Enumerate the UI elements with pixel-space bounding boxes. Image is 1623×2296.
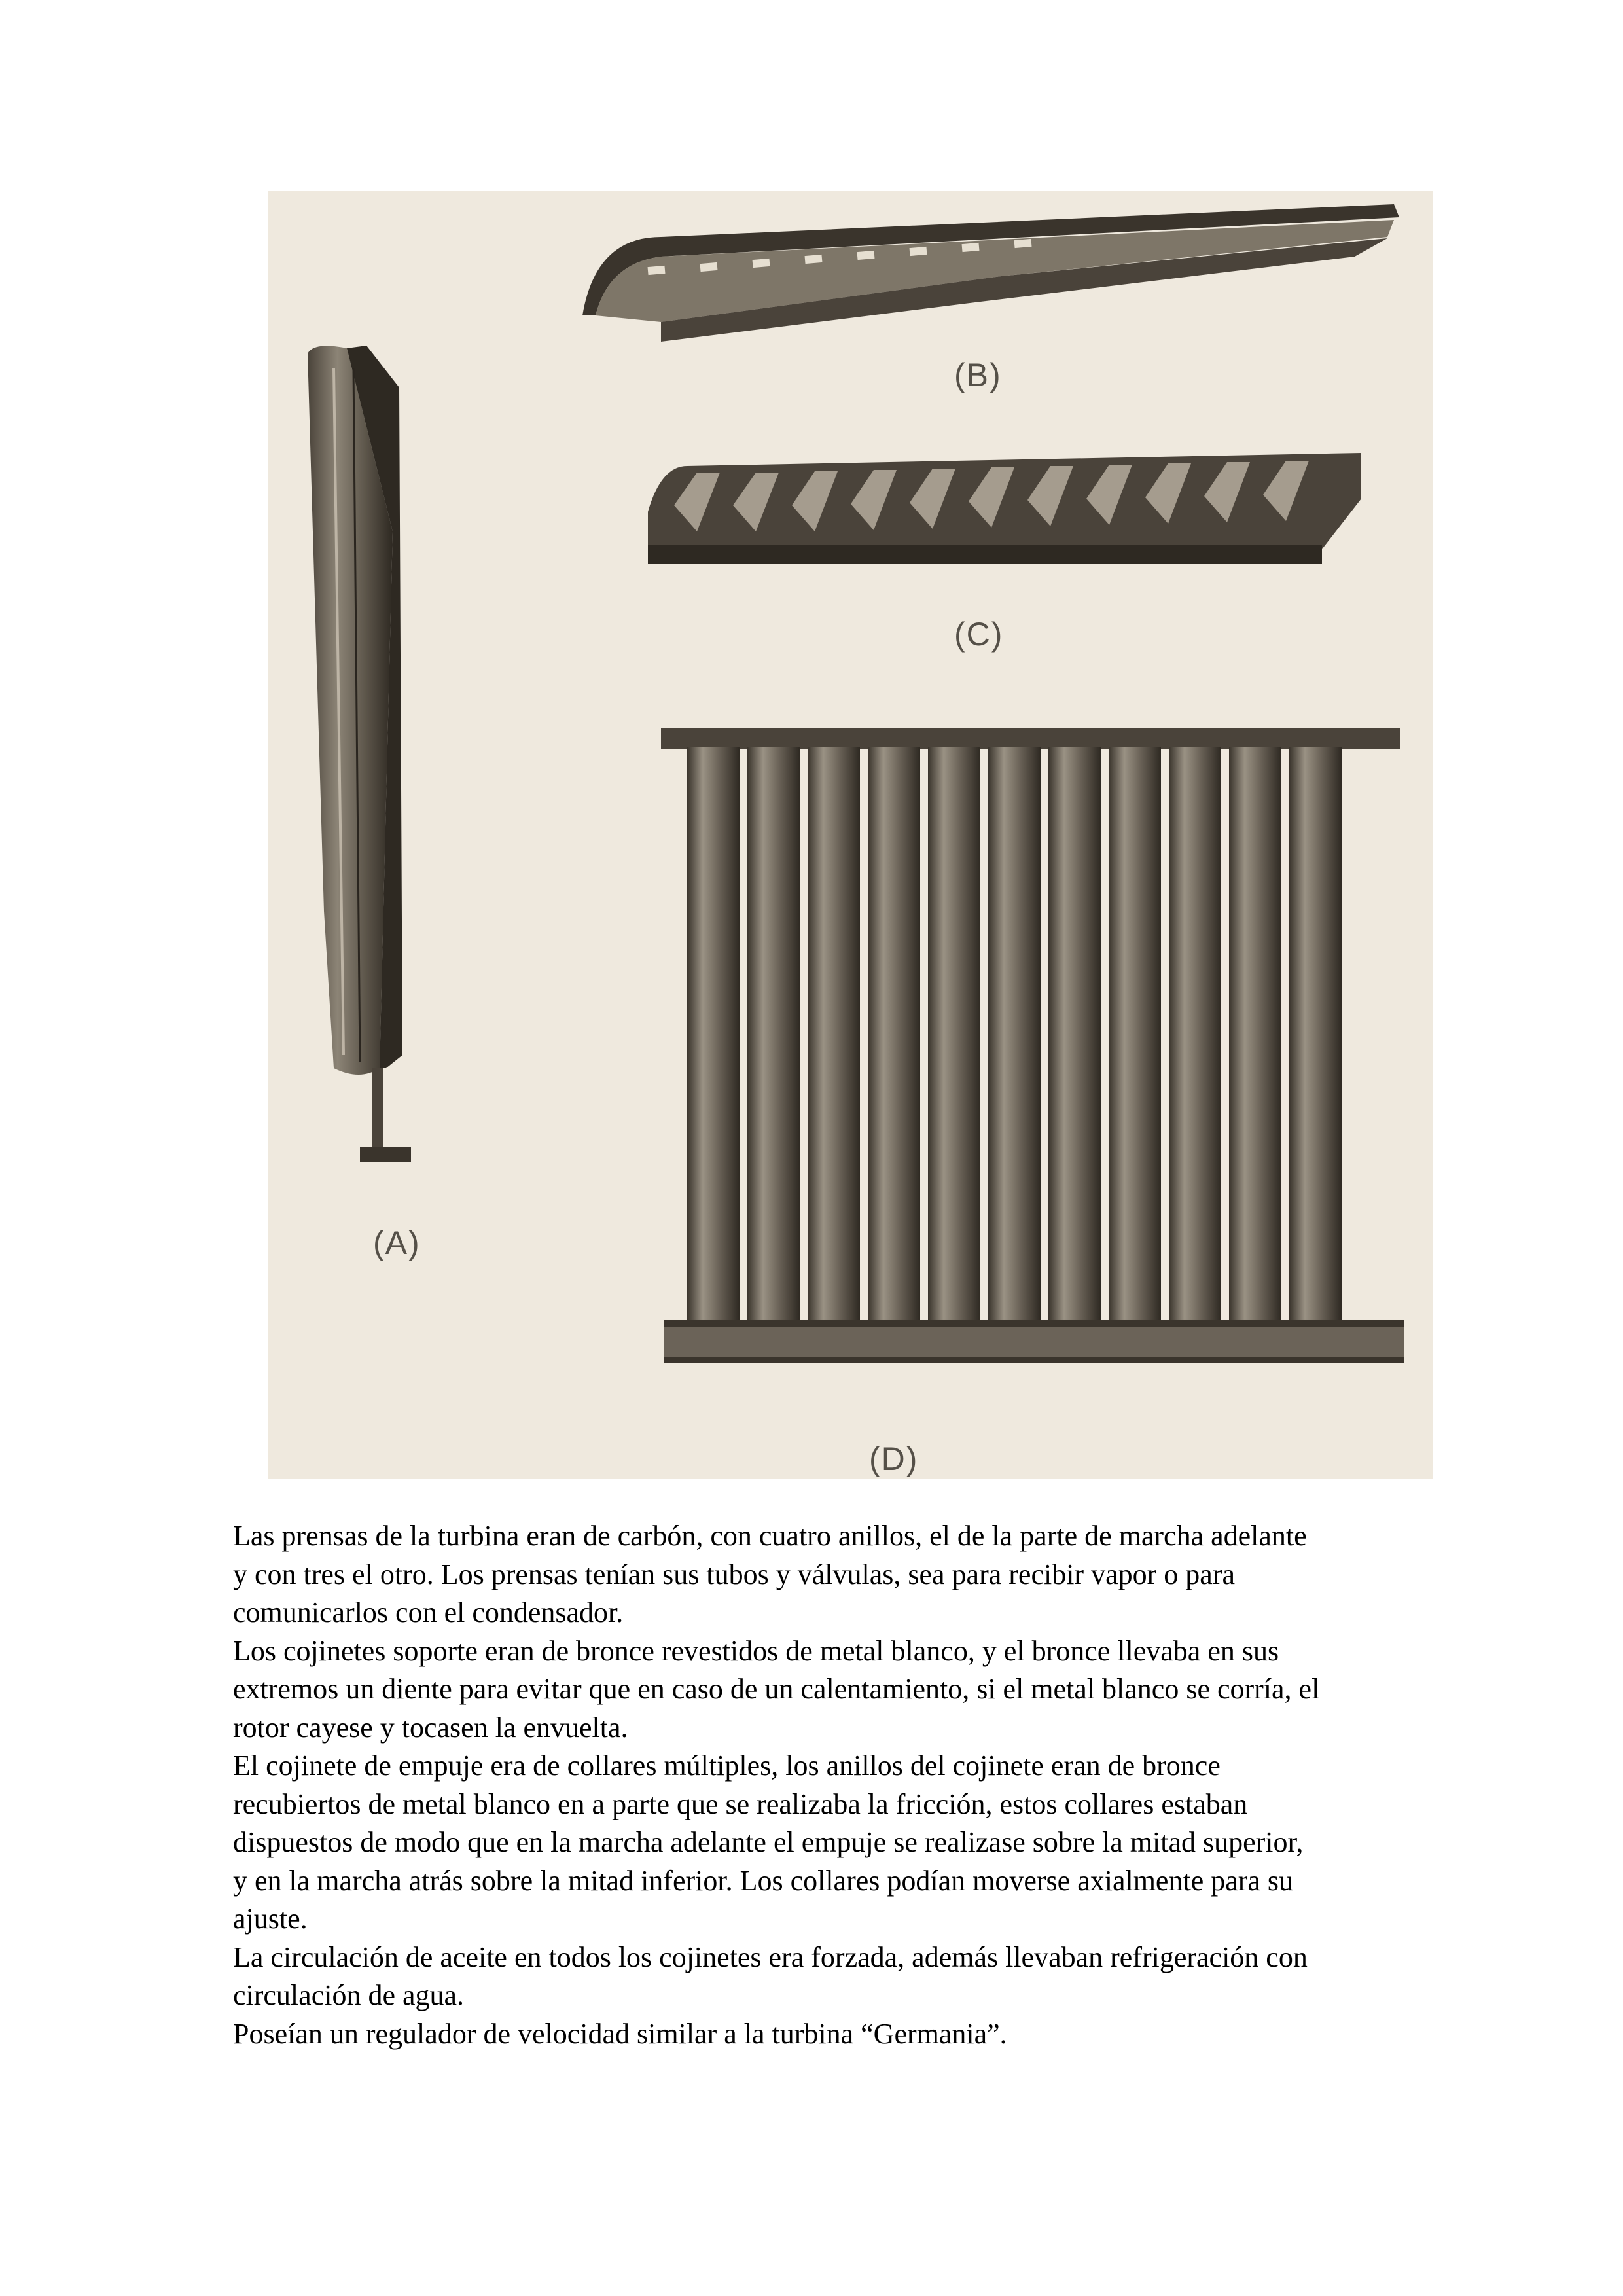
text-line: y en la marcha atrás sobre la mitad inferior. Los collares podían moverse axialmente para su (233, 1864, 1294, 1897)
figure-label-d: (D) (869, 1441, 919, 1477)
text-line: comunicarlos con el condensador. (233, 1596, 624, 1628)
text-line: ajuste. (233, 1903, 308, 1935)
text-line: Los cojinetes soporte eran de bronce revestidos de metal blanco, y el bronce llevaba en sus (233, 1634, 1279, 1667)
paragraph (233, 1632, 1476, 1748)
figure-label-b: (B) (954, 357, 1002, 393)
text-line: circulación de agua. (233, 1979, 465, 2011)
paragraph (233, 1517, 1476, 1632)
text-line: rotor cayese y tocasen la envuelta. (233, 1711, 628, 1744)
blade-a-drawing (308, 346, 411, 1162)
text-line: dispuestos de modo que en la marcha adelante el empuje se realizase sobre la mitad superior, (233, 1826, 1304, 1858)
segment-c-drawing (648, 453, 1361, 564)
text-line: recubiertos de metal blanco en a parte que se realizaba la fricción, estos collares estaban (233, 1787, 1248, 1820)
text-line: y con tres el otro. Los prensas tenían sus tubos y válvulas, sea para recibir vapor o para (233, 1558, 1235, 1590)
text-line: Las prensas de la turbina eran de carbón, con cuatro anillos, el de la parte de marcha adelante (233, 1520, 1307, 1552)
paragraph (233, 1747, 1476, 1939)
body-text (233, 1517, 1476, 2053)
text-line: El cojinete de empuje era de collares múltiples, los anillos del cojinete eran de bronce (233, 1749, 1221, 1782)
text-line: Poseían un regulador de velocidad similar a la turbina “Germania”. (233, 2017, 1007, 2050)
assembly-d-drawing (661, 728, 1404, 1363)
strip-b-drawing (582, 204, 1399, 342)
figure-label-c: (C) (954, 616, 1004, 653)
turbine-blade-illustration (268, 191, 1433, 1479)
paragraph (233, 2015, 1476, 2054)
figure-label-a: (A) (373, 1225, 421, 1261)
text-line: La circulación de aceite en todos los cojinetes era forzada, además llevaban refrigeración con (233, 1941, 1308, 1973)
paragraph (233, 1939, 1476, 2015)
illustration-drawing (268, 191, 1433, 1479)
text-line: extremos un diente para evitar que en caso de un calentamiento, si el metal blanco se corría, el (233, 1673, 1320, 1705)
